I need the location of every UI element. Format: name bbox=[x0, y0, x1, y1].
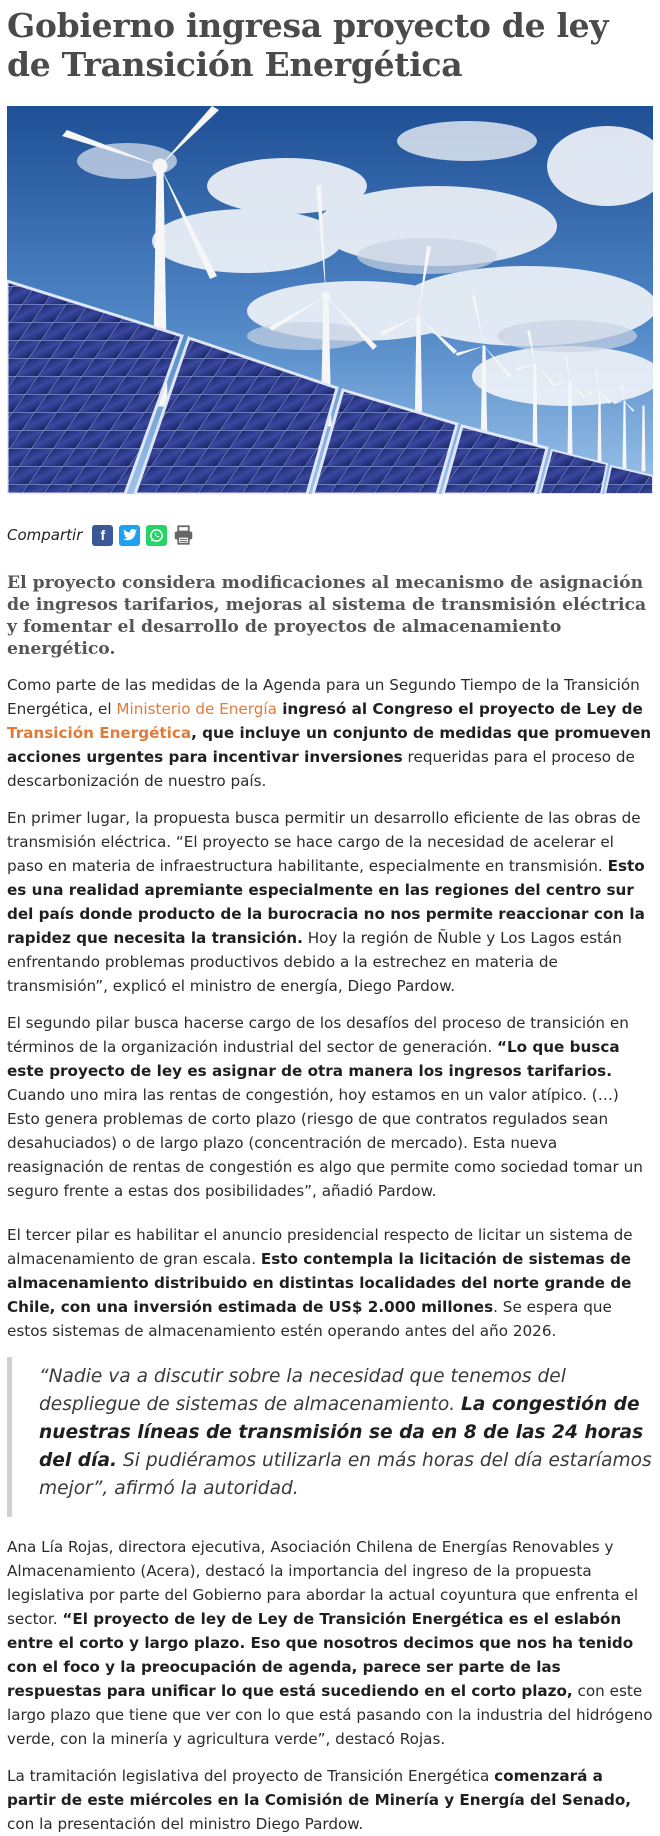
paragraph-3: El segundo pilar busca hacerse cargo de los desafíos del proceso de transición en términos de la organización industrial del sector de generación. “Lo que busca este proyecto de ley es asignar de otra manera los ingresos tarifarios. Cuando uno mira las rentas de congestión, hoy estamos en un valor atípico. (…) Esto genera problemas de corto plazo (riesgo de que contratos regulados sean desahuciados) o de largo plazo (concentración de mercado). Esta nueva reasignación de rentas de congestión es algo que permite como sociedad tomar un seguro frente a estas dos posibilidades”, añadió Pardow. bbox=[7, 1014, 643, 1200]
article-title: Gobierno ingresa proyecto de ley de Transición Energética bbox=[7, 6, 609, 84]
link-transicion-energetica[interactable]: Transición Energética bbox=[7, 724, 192, 742]
whatsapp-icon[interactable] bbox=[146, 525, 167, 546]
twitter-icon[interactable] bbox=[119, 525, 140, 546]
article-lead: El proyecto considera modificaciones al mecanismo de asignación de ingresos tarifarios, mejoras al sistema de transmisión eléctrica y fomentar el desarrollo de proyectos de almacenamiento energético. bbox=[7, 573, 647, 659]
pull-quote bbox=[7, 1357, 653, 1517]
paragraph-1: Como parte de las medidas de la Agenda para un Segundo Tiempo de la Transición Energética, el Ministerio de Energía ingresó al Congreso el proyecto de Ley de Transición Energética, que incluye un conjunto de medidas que promueven acciones urgentes para incentivar inversiones requeridas para el proceso de descarbonización de nuestro país. bbox=[7, 676, 652, 790]
paragraph-5: Ana Lía Rojas, directora ejecutiva, Asociación Chilena de Energías Renovables y Almacenamiento (Acera), destacó la importancia del ingreso de la propuesta legislativa por parte del Gobierno para abordar la actual coyuntura que enfrenta el sector. “El proyecto de ley de Ley de Transición Energética es el eslabón entre el corto y largo plazo. Eso que nosotros decimos que nos ha tenido con el foco y la preocupación de agenda, parece ser parte de las respuestas para unificar lo que está sucediendo en el corto plazo, con este largo plazo que tiene que ver con lo que está pasando con la industria del hidrógeno verde, con la minería y agricultura verde”, destacó Rojas. bbox=[7, 1538, 653, 1748]
facebook-icon[interactable]: f bbox=[92, 525, 113, 546]
article bbox=[7, 0, 653, 1836]
share-bar bbox=[7, 522, 653, 548]
print-icon[interactable] bbox=[173, 525, 194, 546]
paragraph-4: El tercer pilar es habilitar el anuncio presidencial respecto de licitar un sistema de almacenamiento de gran escala. Esto contempla la licitación de sistemas de almacenamiento distribuido en distintas localidades del norte grande de Chile, con una inversión estimada de US$ 2.000 millones. Se espera que estos sistemas de almacenamiento estén operando antes del año 2026. bbox=[7, 1226, 633, 1340]
link-ministerio-energia[interactable]: Ministerio de Energía bbox=[116, 700, 277, 718]
paragraph-6: La tramitación legislativa del proyecto de Transición Energética comenzará a partir de este miércoles en la Comisión de Minería y Energía del Senado, con la presentación del ministro Diego Pardow. bbox=[7, 1767, 632, 1833]
paragraph-2: En primer lugar, la propuesta busca permitir un desarrollo eficiente de las obras de transmisión eléctrica. “El proyecto se hace cargo de la necesidad de acelerar el paso en materia de infraestructura habilitante, especialmente en transmisión. Esto es una realidad apremiante especialmente en las regiones del centro sur del país donde producto de la burocracia no nos permite reaccionar con la rapidez que necesita la transición. Hoy la región de Ñuble y Los Lagos están enfrentando problemas productivos debido a la estrechez en materia de transmisión”, explicó el ministro de energía, Diego Pardow. bbox=[7, 809, 645, 995]
hero-image bbox=[7, 106, 653, 494]
quote-text: “Nadie va a discutir sobre la necesidad que tenemos del despliegue de sistemas de almacenamiento. La congestión de nuestras líneas de transmisión se da en 8 de las 24 horas del día. Si pudiéramos utilizarla en más horas del día estaríamos mejor”, afirmó la autoridad. bbox=[39, 1366, 652, 1499]
share-label: Compartir bbox=[7, 526, 83, 544]
